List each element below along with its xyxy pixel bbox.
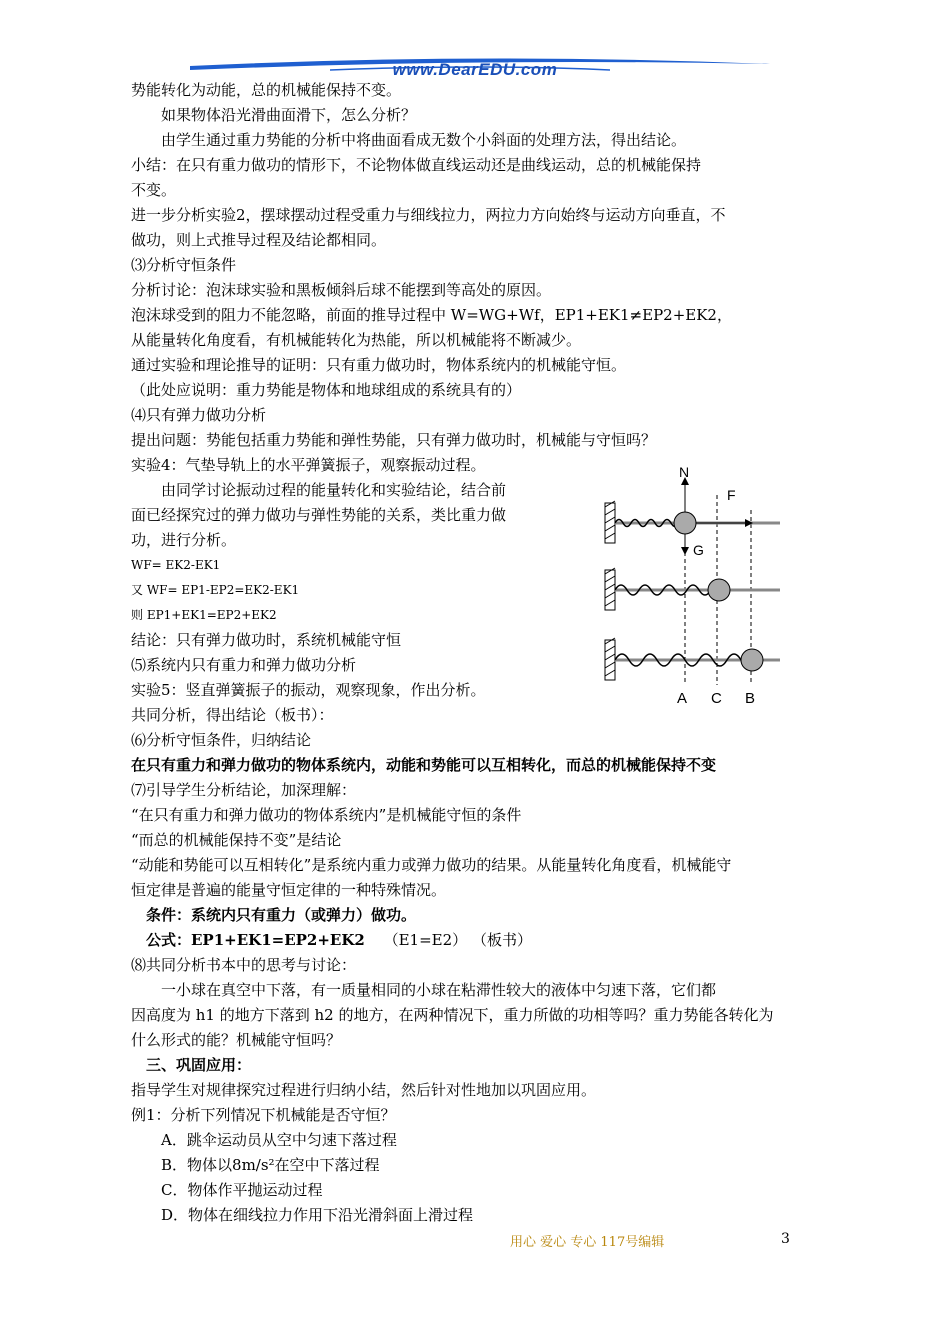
label-c: C xyxy=(711,690,722,707)
text-line: 泡沫球受到的阻力不能忽略，前面的推导过程中 W=WG+Wf，EP1+EK1≠EP2+EK2， xyxy=(131,306,732,324)
text-line: 分析讨论：泡沫球实验和黑板倾斜后球不能摆到等高处的原因。 xyxy=(131,281,552,299)
label-f: F xyxy=(727,487,736,503)
text-line: 势能转化为动能，总的机械能保持不变。 xyxy=(131,81,402,99)
text-line: 什么形式的能？机械能守恒吗？ xyxy=(131,1031,342,1049)
text-line: 通过实验和理论推导的证明：只有重力做功时，物体系统内的机械能守恒。 xyxy=(131,356,627,374)
formula-line: 又 WF= EP1-EP2=EK2-EK1 xyxy=(131,583,300,597)
text-line: 实验5：竖直弹簧振子的振动，观察现象，作出分析。 xyxy=(131,681,486,699)
text-line: 功，进行分析。 xyxy=(131,531,237,549)
page-number: 3 xyxy=(781,1231,790,1247)
text-line: 进一步分析实验2，摆球摆动过程受重力与细线拉力，两拉力方向始终与运动方向垂直，不 xyxy=(131,206,726,224)
option-b: B．物体以8m/s²在空中下落过程 xyxy=(161,1156,380,1174)
text-line: 恒定律是普遍的能量守恒定律的一种特殊情况。 xyxy=(131,881,447,899)
text-line: （此处应说明：重力势能是物体和地球组成的系统具有的） xyxy=(131,381,522,399)
text-line: 由同学讨论振动过程的能量转化和实验结论，结合前 xyxy=(161,481,507,499)
label-a: A xyxy=(677,690,688,707)
text-line: 因高度为 h1 的地方下落到 h2 的地方，在两种情况下，重力所做的功相等吗？重力势能各转化为 xyxy=(131,1006,774,1024)
text-line: 结论：只有弹力做功时，系统机械能守恒 xyxy=(131,631,402,649)
formula-main: 公式：EP1+EK1=EP2+EK2 xyxy=(146,931,365,949)
label-n: N xyxy=(679,465,690,480)
conclusion-line: 在只有重力和弹力做功的物体系统内，动能和势能可以互相转化，而总的机械能保持不变 xyxy=(131,756,717,774)
wall-3 xyxy=(605,638,615,680)
text-line: 实验4：气垫导轨上的水平弹簧振子，观察振动过程。 xyxy=(131,456,486,474)
ball-1 xyxy=(674,512,696,534)
site-name: www.DearEDU.com xyxy=(392,60,558,79)
text-line: 做功，则上式推导过程及结论都相同。 xyxy=(131,231,387,249)
page-header xyxy=(0,0,950,90)
footer-text: 用心 爱心 专心 117号编辑 xyxy=(510,1235,665,1250)
text-line: ⑶分析守恒条件 xyxy=(131,256,237,274)
text-line: “而总的机械能保持不变”是结论 xyxy=(131,831,342,849)
text-line: 面已经探究过的弹力做功与弹性势能的关系，类比重力做 xyxy=(131,506,507,524)
text-line: ⑻共同分析书本中的思考与讨论： xyxy=(131,956,357,974)
formula-short: （E1=E2） xyxy=(383,931,468,949)
wall-2 xyxy=(605,568,615,610)
text-line: ⑸系统内只有重力和弹力做功分析 xyxy=(131,656,357,674)
formula-line: WF= EK2-EK1 xyxy=(131,558,221,572)
text-line: “在只有重力和弹力做功的物体系统内”是机械能守恒的条件 xyxy=(131,806,522,824)
text-line: 从能量转化角度看，有机械能转化为热能，所以机械能将不断减少。 xyxy=(131,331,582,349)
formula-row xyxy=(131,928,821,953)
ball-3 xyxy=(741,649,763,671)
text-line: 指导学生对规律探究过程进行归纳小结，然后针对性地加以巩固应用。 xyxy=(131,1081,597,1099)
formula-line: 则 EP1+EK1=EP2+EK2 xyxy=(131,608,277,622)
text-line: 例1：分析下列情况下机械能是否守恒？ xyxy=(131,1106,396,1124)
text-line: 不变。 xyxy=(131,181,177,199)
text-line: 一小球在真空中下落，有一质量相同的小球在粘滞性较大的液体中匀速下落，它们都 xyxy=(161,981,717,999)
text-line: ⑺引导学生分析结论，加深理解： xyxy=(131,781,357,799)
spring-oscillator-diagram xyxy=(595,465,790,710)
formula-note: （板书） xyxy=(471,931,532,949)
option-d: D．物体在细线拉力作用下沿光滑斜面上滑过程 xyxy=(161,1206,474,1224)
wall-1 xyxy=(605,501,615,543)
text-line: ⑷只有弹力做功分析 xyxy=(131,406,267,424)
condition-line: 条件：系统内只有重力（或弹力）做功。 xyxy=(146,906,417,924)
label-b: B xyxy=(745,690,756,707)
text-line: “动能和势能可以互相转化”是系统内重力或弹力做功的结果。从能量转化角度看，机械能守 xyxy=(131,856,732,874)
text-line: 如果物体沿光滑曲面滑下，怎么分析？ xyxy=(161,106,417,124)
label-g: G xyxy=(693,542,704,558)
ball-2 xyxy=(708,579,730,601)
text-line: ⑹分析守恒条件，归纳结论 xyxy=(131,731,312,749)
text-line: 由学生通过重力势能的分析中将曲面看成无数个小斜面的处理方法，得出结论。 xyxy=(161,131,687,149)
option-a: A．跳伞运动员从空中匀速下落过程 xyxy=(161,1131,397,1149)
option-c: C．物体作平抛运动过程 xyxy=(161,1181,323,1199)
text-line: 提出问题：势能包括重力势能和弹性势能，只有弹力做功时，机械能与守恒吗？ xyxy=(131,431,657,449)
text-line: 小结：在只有重力做功的情形下，不论物体做直线运动还是曲线运动，总的机械能保持 xyxy=(131,156,702,174)
text-line: 共同分析，得出结论（板书）： xyxy=(131,706,334,724)
section-heading: 三、巩固应用： xyxy=(146,1056,252,1074)
